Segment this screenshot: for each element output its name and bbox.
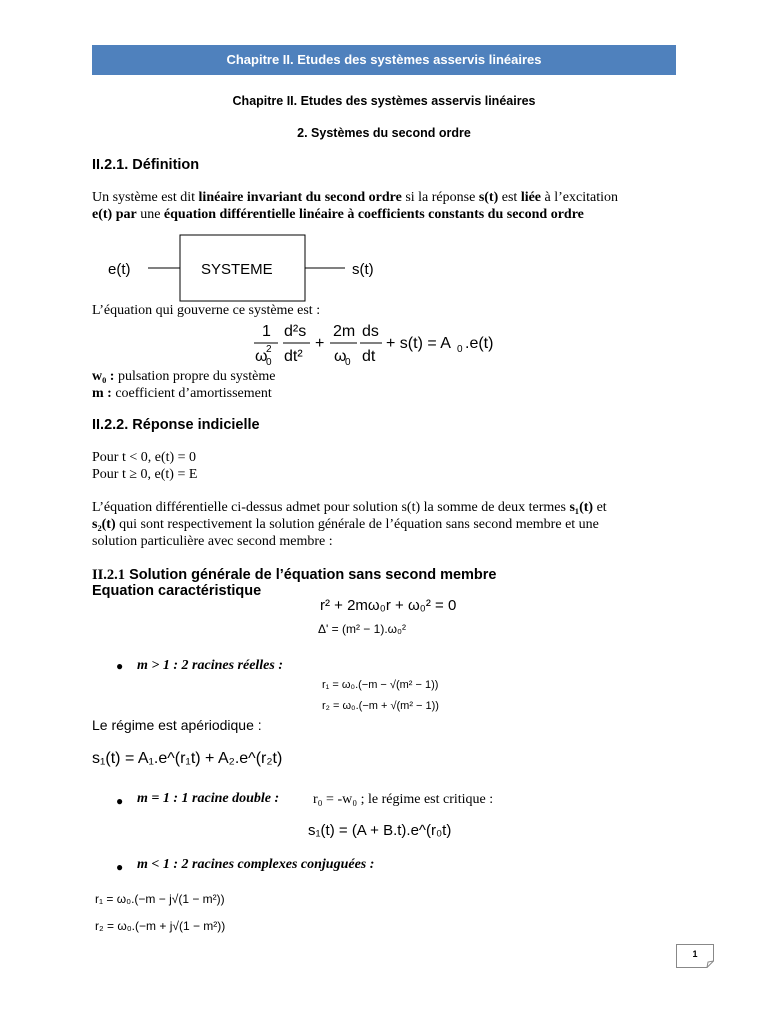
definition-line-2: e(t) par une équation différentielle linéaire à coefficients constants du second ordre	[92, 207, 584, 222]
svg-text:0: 0	[266, 357, 272, 366]
svg-text:0: 0	[345, 357, 351, 366]
main-equation	[252, 318, 512, 366]
page-number: 1	[692, 949, 698, 959]
bullet-dot: ●	[116, 794, 124, 808]
solution-paragraph: L’équation différentielle ci-dessus admet pour solution s(t) la somme de deux termes s₁(t) et s₂(t) qui sont respectivement la solution générale de l’équation sans second membre et une solution particulière avec second membre :	[92, 500, 607, 549]
case-critical-label: m = 1 : 1 racine double :	[137, 791, 280, 806]
discriminant-equation: Δ' = (m² − 1).ω₀²	[318, 622, 406, 636]
definition-paragraph	[92, 189, 692, 223]
chapter-title: Chapitre II. Etudes des systèmes asservis linéaires	[232, 94, 536, 108]
case-critical-text: r₀ = -w₀ ; le régime est critique :	[313, 792, 494, 807]
svg-text:2m: 2m	[333, 323, 356, 340]
def-m: m : coefficient d’amortissement	[92, 386, 272, 401]
characteristic-equation: r² + 2mω₀r + ω₀² = 0	[320, 597, 457, 614]
diagram-block-label: SYSTEME	[201, 261, 273, 278]
svg-text:ω: ω	[255, 348, 268, 365]
case-overdamped-r2: r₂ = ω₀.(−m + √(m² − 1))	[322, 700, 439, 712]
svg-text:1: 1	[262, 323, 271, 340]
equation-intro: L’équation qui gouverne ce système est :	[92, 303, 321, 318]
case-overdamped-label: m > 1 : 2 racines réelles :	[137, 658, 284, 673]
condition-2: Pour t ≥ 0, e(t) = E	[92, 467, 198, 482]
svg-text:ds: ds	[362, 323, 379, 340]
svg-text:.e(t): .e(t)	[465, 335, 494, 352]
critical-solution: s₁(t) = (A + B.t).e^(r₀t)	[308, 822, 452, 839]
case-underdamped-r1: r₁ = ω₀.(−m − j√(1 − m²))	[95, 892, 225, 906]
heading-characteristic-equation: Equation caractéristique	[92, 583, 262, 599]
diagram-input-label: e(t)	[108, 261, 131, 278]
section-title: 2. Systèmes du second ordre	[297, 126, 471, 140]
aperiodic-regime-text: Le régime est apériodique :	[92, 717, 262, 733]
svg-text:2: 2	[266, 344, 272, 355]
case-underdamped-r2: r₂ = ω₀.(−m + j√(1 − m²))	[95, 919, 226, 933]
bullet-dot: ●	[116, 860, 124, 874]
definitions	[92, 368, 275, 402]
heading-step-response: II.2.2. Réponse indicielle	[92, 417, 260, 433]
condition-1: Pour t < 0, e(t) = 0	[92, 450, 197, 465]
heading-definition: II.2.1. Définition	[92, 157, 200, 173]
svg-text:+ s(t) = A: + s(t) = A	[386, 335, 451, 352]
svg-text:+: +	[315, 335, 325, 352]
svg-text:ω: ω	[334, 348, 347, 365]
system-block-diagram	[100, 232, 400, 304]
svg-text:d²s: d²s	[284, 323, 307, 340]
case-overdamped-r1: r₁ = ω₀.(−m − √(m² − 1))	[322, 679, 439, 691]
conditions	[92, 449, 197, 483]
page-number-box	[676, 944, 714, 968]
case-underdamped-label: m < 1 : 2 racines complexes conjuguées :	[137, 857, 375, 872]
aperiodic-solution: s₁(t) = A₁.e^(r₁t) + A₂.e^(r₂t)	[92, 750, 283, 767]
header-banner: Chapitre II. Etudes des systèmes asservis linéaires	[92, 45, 676, 75]
bullet-dot: ●	[116, 659, 124, 673]
svg-text:0: 0	[457, 344, 463, 355]
heading-general-solution: II.2.1 Solution générale de l’équation sans second membre	[92, 567, 497, 583]
def-w0: w₀ : pulsation propre du système	[92, 369, 276, 384]
svg-text:dt²: dt²	[284, 348, 303, 365]
diagram-output-label: s(t)	[352, 261, 374, 278]
svg-text:dt: dt	[362, 348, 376, 365]
definition-line-1: Un système est dit linéaire invariant du second ordre si la réponse s(t) est liée à l’excitation	[92, 190, 618, 205]
